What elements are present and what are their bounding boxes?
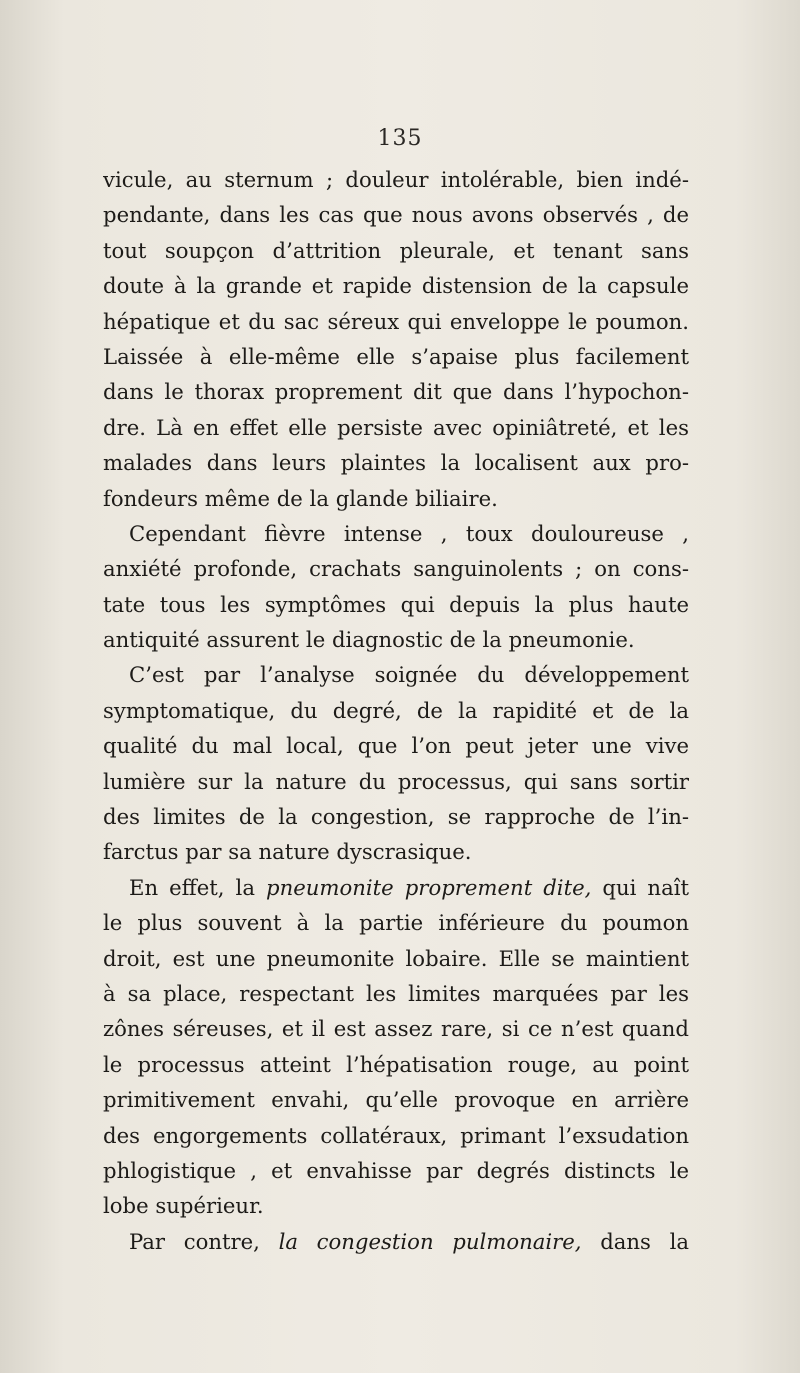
text-line: Laissée à elle-même elle s’apaise plus facilement: [103, 343, 689, 369]
text-line: zônes séreuses, et il est assez rare, si ce n’est quand: [103, 1016, 689, 1042]
text-line: vicule, au sternum ; douleur intolérable, bien indé-: [103, 167, 689, 192]
text-segment: dans la: [581, 1228, 689, 1254]
italic-phrase: pneumonite proprement dite,: [266, 874, 592, 900]
text-line: dre. Là en effet elle persiste avec opiniâtreté, et les: [103, 414, 689, 440]
text-line: hépatique et du sac séreux qui enveloppe le poumon.: [103, 308, 689, 334]
text-line: C’est par l’analyse soignée du développement: [129, 662, 689, 688]
text-line: symptomatique, du degré, de la rapidité et de la: [103, 697, 689, 723]
text-line: anxiété profonde, crachats sanguinolents ; on cons-: [103, 556, 689, 582]
text-line: des limites de la congestion, se rapproche de l’in-: [103, 804, 689, 830]
text-line: lumière sur la nature du processus, qui sans sortir: [103, 768, 689, 794]
text-line: le plus souvent à la partie inférieure du poumon: [103, 910, 689, 936]
text-line: dans le thorax proprement dit que dans l’hypochon-: [103, 379, 689, 405]
text-line: droit, est une pneumonite lobaire. Elle se maintient: [103, 945, 689, 971]
text-line: primitivement envahi, qu’elle provoque en arrière: [103, 1087, 689, 1113]
text-segment: En effet, la: [129, 874, 266, 900]
text-line: lobe supérieur.: [103, 1193, 264, 1219]
text-line: phlogistique , et envahisse par degrés distincts le: [103, 1157, 689, 1183]
text-line: doute à la grande et rapide distension de la capsule: [103, 273, 689, 299]
text-line: à sa place, respectant les limites marquées par les: [103, 980, 689, 1006]
text-line: Cependant fièvre intense , toux douloureuse ,: [129, 520, 689, 546]
text-line: tout soupçon d’attrition pleurale, et tenant sans: [103, 237, 689, 263]
text-line: [103, 870, 689, 905]
text-line: tate tous les symptômes qui depuis la plus haute: [103, 591, 689, 617]
text-segment: Par contre,: [129, 1228, 279, 1254]
text-line: malades dans leurs plaintes la localisent aux pro-: [103, 450, 689, 476]
text-line: farctus par sa nature dyscrasique.: [103, 839, 472, 865]
body-text: [103, 162, 689, 1259]
text-line: pendante, dans les cas que nous avons observés , de: [103, 202, 689, 228]
text-line: fondeurs même de la glande biliaire.: [103, 485, 498, 511]
text-line: [103, 1224, 689, 1259]
page-number: 135: [377, 126, 423, 151]
text-line: qualité du mal local, que l’on peut jeter une vive: [103, 733, 689, 759]
text-line: antiquité assurent le diagnostic de la pneumonie.: [103, 627, 635, 653]
text-line: des engorgements collatéraux, primant l’exsudation: [103, 1122, 689, 1148]
text-line: le processus atteint l’hépatisation rouge, au point: [103, 1051, 689, 1077]
text-segment: qui naît: [591, 874, 689, 900]
italic-phrase: la congestion pulmonaire,: [278, 1228, 582, 1254]
